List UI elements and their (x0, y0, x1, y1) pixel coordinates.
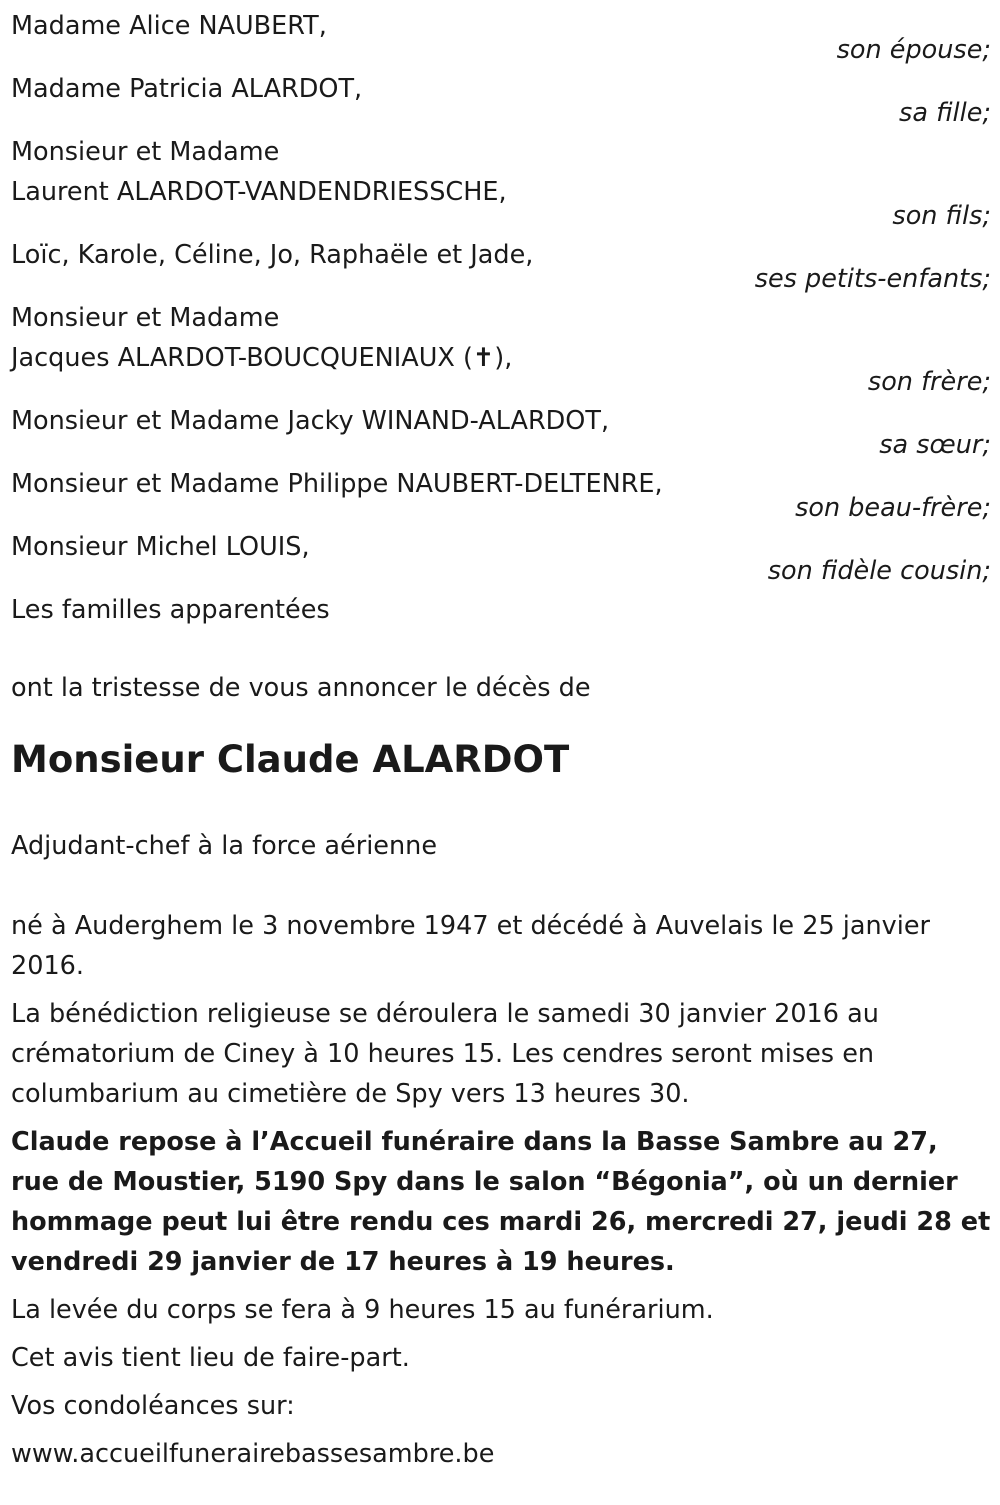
family-entry-sister (11, 401, 991, 460)
family-name-line: Monsieur et Madame Philippe NAUBERT-DELTENRE, (11, 469, 663, 499)
family-name-line: Madame Patricia ALARDOT, (11, 74, 363, 104)
family-entry-brother (11, 298, 991, 397)
family-relation: son fidèle cousin; (767, 556, 991, 586)
family-relation: sa sœur; (879, 430, 991, 460)
family-relation: ses petits-enfants; (754, 264, 991, 294)
family-name-line: Laurent ALARDOT-VANDENDRIESSCHE, (11, 177, 507, 207)
ceremony-details: La bénédiction religieuse se déroulera le samedi 30 janvier 2016 au crématorium de Ciney à 10 heures 15. Les cendres seront mises en columbarium au cimetière de Spy vers 13 heures 30. (11, 999, 879, 1109)
family-name-line: Jacques ALARDOT-BOUCQUENIAUX (✝), (11, 343, 513, 373)
family-relation: son épouse; (836, 35, 991, 65)
family-entry-brother-in-law (11, 464, 991, 523)
announcement-text: ont la tristesse de vous annoncer le décès de (11, 673, 591, 703)
family-relation: son beau-frère; (795, 493, 991, 523)
family-entry-grandchildren (11, 235, 991, 294)
related-families: Les familles apparentées (11, 595, 330, 625)
family-entry-spouse (11, 6, 991, 65)
family-name-line: Monsieur et Madame (11, 137, 280, 167)
birth-death-details: né à Auderghem le 3 novembre 1947 et décédé à Auvelais le 25 janvier 2016. (11, 911, 930, 981)
condolences-label: Vos condoléances sur: (11, 1391, 295, 1421)
family-relation: son frère; (867, 367, 991, 397)
family-list (11, 6, 991, 586)
family-name-line: Monsieur et Madame Jacky WINAND-ALARDOT, (11, 406, 610, 436)
family-name-line: Loïc, Karole, Céline, Jo, Raphaële et Jade, (11, 240, 534, 270)
family-name-line: Monsieur et Madame (11, 303, 280, 333)
family-relation: son fils; (892, 201, 991, 231)
levee-details: La levée du corps se fera à 9 heures 15 au funérarium. (11, 1295, 714, 1325)
obituary-notice (11, 6, 991, 1474)
deceased-title: Adjudant-chef à la force aérienne (11, 831, 438, 861)
family-relation: sa fille; (899, 98, 991, 128)
deceased-name: Monsieur Claude ALARDOT (11, 738, 570, 781)
family-entry-daughter (11, 69, 991, 128)
family-entry-cousin (11, 527, 991, 586)
family-name-line: Madame Alice NAUBERT, (11, 11, 327, 41)
family-entry-son (11, 132, 991, 231)
faire-part-notice: Cet avis tient lieu de faire-part. (11, 1343, 410, 1373)
family-name-line: Monsieur Michel LOUIS, (11, 532, 310, 562)
visitation-details: Claude repose à l’Accueil funéraire dans la Basse Sambre au 27, rue de Moustier, 5190 Spy dans le salon “Bégonia”, où un dernier hommage peut lui être rendu ces mardi 26, mercredi 27, jeudi 28 et vendredi 29 janvier de 17 heures à 19 heures. (11, 1127, 991, 1277)
condolences-url[interactable]: www.accueilfunerairebassesambre.be (11, 1439, 495, 1469)
